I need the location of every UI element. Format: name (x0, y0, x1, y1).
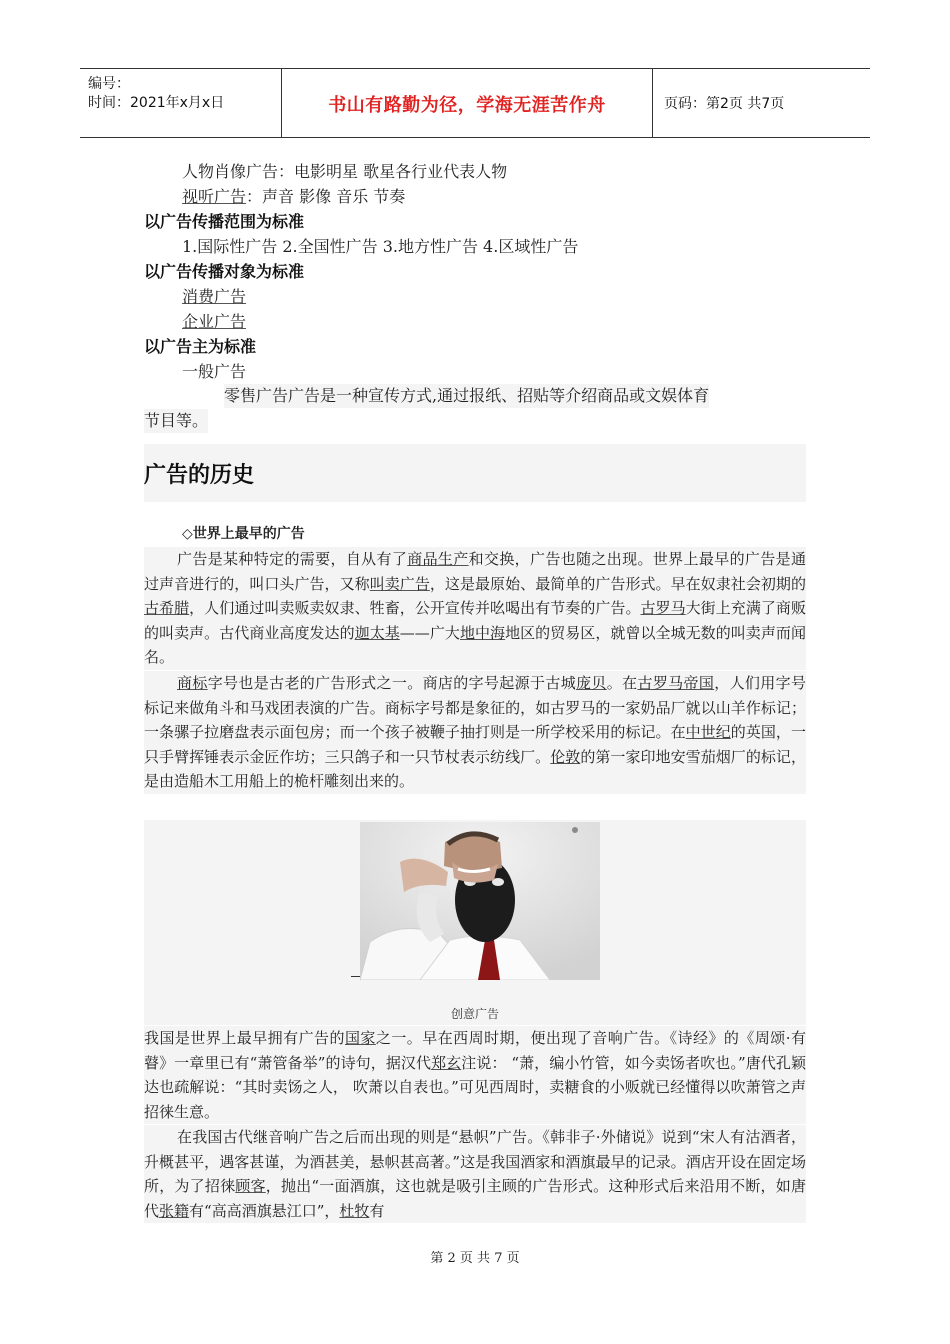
text-run: 在我国古代继音响广告之后而出现的则是“悬帜”广告。《韩非子·外储说》说到“宋人有沽酒者，升概甚平，遇客甚谨，为酒甚美，悬帜甚高著。”这是我国酒家和酒旗最早的记录。酒店开设在固定场所，为了招徕 (144, 1128, 806, 1196)
paragraph-trademarks (144, 671, 806, 794)
audiovisual-ad-link[interactable]: 视听广告 (182, 187, 247, 206)
header-middle-cell (281, 69, 653, 137)
portrait-ad-line: 人物肖像广告：电影明星 歌星各行业代表人物 (182, 162, 508, 181)
link-carthage[interactable]: 迦太基 (354, 623, 400, 642)
text-run: 之一。早在西周时期，便出现了音响广告。《诗经》的《周颂·有瞽》一章里已有“萧管备举”的诗句，据汉代 (144, 1029, 806, 1072)
text-run: 的英国，一只手臂挥锤表示金匠作坊；三只鸽子和一只节杖表示纺线厂。 (144, 723, 806, 766)
number-label: 编号： (88, 76, 130, 92)
man-mask-illustration (360, 822, 600, 980)
general-ad: 一般广告 (182, 362, 247, 381)
link-trademark[interactable]: 商标 (177, 674, 208, 692)
heading-range: 以广告传播范围为标准 (144, 212, 305, 231)
link-roman-empire[interactable]: 古罗马帝国 (637, 674, 715, 692)
paragraph-china-sound-ads (144, 1026, 806, 1124)
text-run: ，人们通过叫卖贩卖奴隶、牲畜，公开宣传并吆喝出有节奏的广告。 (189, 599, 641, 618)
link-customer[interactable]: 顾客 (235, 1177, 266, 1196)
link-london[interactable]: 伦敦 (550, 747, 581, 766)
text-run: 有“高高酒旗悬江口”， (189, 1201, 340, 1220)
page-header (80, 68, 870, 138)
text-run: 有 (369, 1201, 385, 1220)
header-left-cell (80, 69, 280, 137)
enterprise-ad-link[interactable]: 企业广告 (182, 312, 247, 331)
date-label: 时间：2021年x月x日 (88, 95, 225, 111)
link-zheng-xuan[interactable]: 郑玄 (431, 1053, 462, 1072)
link-country[interactable]: 国家 (344, 1029, 376, 1047)
page-footer: 第 2 页 共 7 页 (430, 1251, 520, 1266)
history-subtitle: ◇世界上最早的广告 (182, 526, 305, 542)
motto: 书山有路勤为径，学海无涯苦作舟 (328, 95, 606, 116)
text-run: 。在 (606, 674, 638, 692)
consumer-ad-link[interactable]: 消费广告 (182, 287, 247, 306)
link-ancient-rome[interactable]: 古罗马 (640, 599, 686, 618)
link-du-mu[interactable]: 杜牧 (339, 1201, 370, 1220)
retail-ad-line-1: 零售广告广告是一种宣传方式,通过报纸、招贴等介绍商品或文娱体育 (224, 384, 709, 408)
text-run: 大街上充满了商贩的叫卖声。古代商业高度发达的 (144, 599, 806, 642)
text-run: 广告是某种特定的需要，自从有了 (177, 550, 408, 568)
page-label: 页码：第2页 共7页 (664, 96, 785, 112)
image-caption: 创意广告 (450, 1007, 499, 1021)
paragraph-flag-ads (144, 1125, 806, 1223)
link-middle-ages[interactable]: 中世纪 (685, 723, 731, 742)
text-run: 字号也是古老的广告形式之一。商店的字号起源于古城 (207, 674, 577, 692)
text-run: 注说： “萧，编小竹管，如今卖饧者吹也。”唐代孔颖达也疏解说：“其时卖饧之人， 吹萧以自表也。”可见西周时，卖糖食的小贩就已经懂得以吹萧管之声招徕生意。 (144, 1053, 806, 1121)
range-items: 1.国际性广告 2.全国性广告 3.地方性广告 4.区域性广告 (182, 237, 579, 256)
link-ancient-greece[interactable]: 古希腊 (144, 599, 190, 618)
audiovisual-ad-line (182, 185, 405, 209)
text-run: ，人们用字号标记来做角斗和马戏团表演的广告。商标字号都是象征的，如古罗马的一家奶品厂就以山羊作标记；一条骡子拉磨盘表示面包房；而一个孩子被鞭子抽打则是一所学校采用的标记。在 (144, 674, 806, 742)
audiovisual-ad-desc: ：声音 影像 音乐 节奏 (246, 187, 406, 206)
link-mediterranean[interactable]: 地中海 (459, 623, 506, 642)
text-run: 和交换，广告也随之出现。世界上最早的广告是通过声音进行的，叫口头广告，又称 (144, 550, 806, 593)
text-run: ，这是最原始、最简单的广告形式。早在奴隶社会初期的 (429, 574, 806, 593)
link-zhang-ji[interactable]: 张籍 (159, 1201, 190, 1220)
text-run: 地区的贸易区，就曾以全城无数的叫卖声而闻名。 (144, 623, 806, 667)
text-run: ——广大 (399, 623, 460, 642)
history-title: 广告的历史 (144, 463, 255, 488)
header-right-cell (652, 69, 870, 137)
link-pompeii[interactable]: 庞贝 (576, 674, 607, 692)
text-run: 我国是世界上最早拥有广告的 (144, 1029, 345, 1047)
heading-owner: 以广告主为标准 (144, 337, 257, 356)
paragraph-oral-ads (144, 547, 806, 670)
retail-ad-line-2: 节目等。 (144, 409, 208, 433)
image-anchor-mark (351, 976, 360, 977)
link-peddling-ads[interactable]: 叫卖广告 (369, 574, 430, 593)
link-commodity-production[interactable]: 商品生产 (407, 550, 469, 568)
creative-ad-photo (360, 822, 600, 980)
text-run: 的第一家印地安雪茄烟厂的标记，是由造船木工用船上的桅杆雕刻出来的。 (144, 747, 806, 791)
text-run: ，抛出“一面酒旗，这也就是吸引主顾的广告形式。这种形式后来沿用不断，如唐代 (144, 1177, 806, 1220)
heading-object: 以广告传播对象为标准 (144, 262, 305, 281)
